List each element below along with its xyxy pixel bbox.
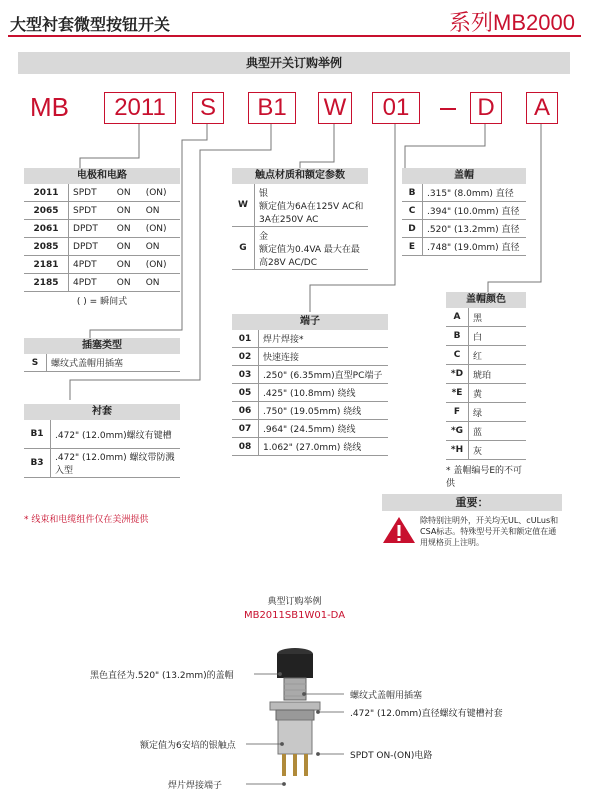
circuit-code: 2085: [24, 238, 69, 256]
table-row: [232, 227, 368, 270]
color-name: 琥珀: [469, 365, 527, 384]
code-cap: D: [470, 92, 502, 124]
section-banner: 典型开关订购举例: [18, 52, 570, 74]
table-row: [446, 441, 526, 460]
table-row: [24, 420, 180, 449]
label-plug: 螺纹式盖帽用插塞: [350, 691, 423, 701]
circuit-pos2: (ON): [142, 184, 180, 202]
cap-desc: .748" (19.0mm) 直径: [423, 238, 527, 256]
color-name: 黄: [469, 384, 527, 403]
color-name: 蓝: [469, 422, 527, 441]
color-code: *E: [446, 384, 469, 403]
warning-icon: [382, 515, 416, 545]
color-code: *D: [446, 365, 469, 384]
example-code: MB2011SB1W01-DA: [243, 610, 346, 621]
label-terminals: 焊片焊接端子: [168, 781, 223, 791]
contact-code: G: [232, 227, 255, 270]
contact-desc: 银 额定值为6A在125V AC和3A在250V AC: [255, 184, 369, 227]
color-name: 白: [469, 327, 527, 346]
important-box: [382, 494, 562, 548]
color-name: 灰: [469, 441, 527, 460]
code-prefix: MB: [30, 92, 69, 122]
contacts-table: [232, 168, 368, 270]
color-code: C: [446, 346, 469, 365]
bushing-desc: .472" (12.0mm) 螺纹带防溅入型: [51, 449, 181, 478]
terminal-code: 07: [232, 420, 259, 438]
contact-desc: 金 额定值为0.4VA 最大在最高28V AC/DC: [255, 227, 369, 270]
callout-lines: [0, 640, 589, 800]
color-code: *H: [446, 441, 469, 460]
terminal-desc: 快速连接: [259, 348, 389, 366]
code-terminal: 01: [372, 92, 420, 124]
terminals-title: 端子: [232, 314, 388, 330]
code-circuit: 2011: [104, 92, 176, 124]
bushing-code: B3: [24, 449, 51, 478]
terminal-desc: 焊片焊接*: [259, 330, 389, 348]
circuit-pos1: ON: [113, 202, 142, 220]
caps-title: 盖帽: [402, 168, 526, 184]
label-contacts: 额定值为6安培的银触点: [140, 741, 236, 751]
label-bushing: .472" (12.0mm)直径螺纹有键槽衬套: [350, 709, 503, 719]
table-row: [24, 220, 180, 238]
cap-desc: .520" (13.2mm) 直径: [423, 220, 527, 238]
terminal-desc: .425" (10.8mm) 绕线: [259, 384, 389, 402]
circuit-code: 2185: [24, 274, 69, 292]
circuit-pos2: (ON): [142, 256, 180, 274]
terminal-code: 05: [232, 384, 259, 402]
footnote-text: * 线束和电缆组件仅在美洲提供: [24, 515, 149, 525]
cap-code: E: [402, 238, 423, 256]
table-row: [232, 420, 388, 438]
circuit-code: 2011: [24, 184, 69, 202]
circuit-pos2: (ON): [142, 220, 180, 238]
table-row: [446, 384, 526, 403]
table-row: [402, 184, 526, 202]
color-code: *G: [446, 422, 469, 441]
bushing-table: [24, 404, 180, 478]
capcolor-title: 盖帽颜色: [446, 292, 526, 308]
circuit-poles: SPDT: [69, 184, 113, 202]
terminals-table: [232, 314, 388, 456]
circuit-poles: SPDT: [69, 202, 113, 220]
page-title: 大型衬套微型按钮开关: [10, 15, 171, 34]
terminal-code: 02: [232, 348, 259, 366]
circuit-code: 2065: [24, 202, 69, 220]
capcolor-table: [446, 292, 526, 489]
circuits-title: 电极和电路: [24, 168, 180, 184]
terminal-code: 08: [232, 438, 259, 456]
code-bushing: B1: [248, 92, 296, 124]
circuit-code: 2181: [24, 256, 69, 274]
important-title: 重要：: [382, 494, 562, 511]
footnote: [24, 512, 148, 525]
circuits-rows: [24, 184, 180, 292]
color-code: F: [446, 403, 469, 422]
circuits-table: [24, 168, 180, 307]
table-row: [446, 365, 526, 384]
table-row: [24, 202, 180, 220]
color-name: 绿: [469, 403, 527, 422]
table-row: [232, 184, 368, 227]
terminal-code: 03: [232, 366, 259, 384]
circuit-pos1: ON: [113, 256, 142, 274]
table-row: [232, 366, 388, 384]
terminal-desc: .750" (19.05mm) 绕线: [259, 402, 389, 420]
circuit-poles: 4PDT: [69, 274, 113, 292]
cap-code: D: [402, 220, 423, 238]
code-contact: W: [318, 92, 352, 124]
cap-desc: .315" (8.0mm) 直径: [423, 184, 527, 202]
terminal-code: 01: [232, 330, 259, 348]
code-plug: S: [192, 92, 224, 124]
circuit-pos1: ON: [113, 184, 142, 202]
contact-code: W: [232, 184, 255, 227]
table-row: [446, 422, 526, 441]
table-row: [232, 402, 388, 420]
terminal-desc: .250" (6.35mm)直型PC端子: [259, 366, 389, 384]
circuits-note: ( ) = 瞬间式: [76, 297, 128, 307]
table-row: [402, 238, 526, 256]
table-row: [24, 238, 180, 256]
circuit-poles: DPDT: [69, 220, 113, 238]
table-row: [24, 256, 180, 274]
cap-desc: .394" (10.0mm) 直径: [423, 202, 527, 220]
color-name: 黑: [469, 308, 527, 327]
table-row: [232, 348, 388, 366]
terminal-desc: .964" (24.5mm) 绕线: [259, 420, 389, 438]
example-title: 典型订购举例: [267, 597, 322, 607]
terminal-code: 06: [232, 402, 259, 420]
table-row: [232, 330, 388, 348]
table-row: [446, 403, 526, 422]
circuit-pos2: ON: [142, 238, 180, 256]
table-row: [446, 327, 526, 346]
circuit-pos1: ON: [113, 238, 142, 256]
capcolor-note: * 盖帽编号E的不可供: [446, 466, 523, 489]
plug-table: [24, 338, 180, 372]
color-code: B: [446, 327, 469, 346]
table-row: [24, 449, 180, 478]
table-row: [446, 308, 526, 327]
table-row: [232, 438, 388, 456]
bushing-title: 衬套: [24, 404, 180, 420]
table-row: [24, 274, 180, 292]
circuit-pos1: ON: [113, 220, 142, 238]
circuit-pos2: ON: [142, 274, 180, 292]
plug-desc: 螺纹式盖帽用插塞: [47, 354, 181, 372]
label-circuit: SPDT ON-(ON)电路: [350, 751, 433, 761]
table-row: [24, 184, 180, 202]
circuit-poles: DPDT: [69, 238, 113, 256]
table-row: [24, 354, 180, 372]
table-row: [446, 346, 526, 365]
bushing-code: B1: [24, 420, 51, 449]
circuit-pos2: ON: [142, 202, 180, 220]
bushing-desc: .472" (12.0mm)螺纹有键槽: [51, 420, 181, 449]
table-row: [402, 202, 526, 220]
label-cap: 黑色直径为.520" (13.2mm)的盖帽: [90, 671, 234, 681]
circuit-code: 2061: [24, 220, 69, 238]
circuit-pos1: ON: [113, 274, 142, 292]
cap-code: C: [402, 202, 423, 220]
table-row: [232, 384, 388, 402]
circuit-poles: 4PDT: [69, 256, 113, 274]
terminal-desc: 1.062" (27.0mm) 绕线: [259, 438, 389, 456]
color-name: 红: [469, 346, 527, 365]
important-text: 除特别注明外，开关均无UL、cULus和CSA标志。特殊型号开关和额定值在通用规格页上注明。: [420, 516, 559, 547]
plug-code: S: [24, 354, 47, 372]
series-title: 系列MB2000: [449, 10, 575, 35]
code-color: A: [526, 92, 558, 124]
plug-title: 插塞类型: [24, 338, 180, 354]
color-code: A: [446, 308, 469, 327]
table-row: [402, 220, 526, 238]
caps-table: [402, 168, 526, 256]
contacts-title: 触点材质和额定参数: [232, 168, 368, 184]
cap-code: B: [402, 184, 423, 202]
